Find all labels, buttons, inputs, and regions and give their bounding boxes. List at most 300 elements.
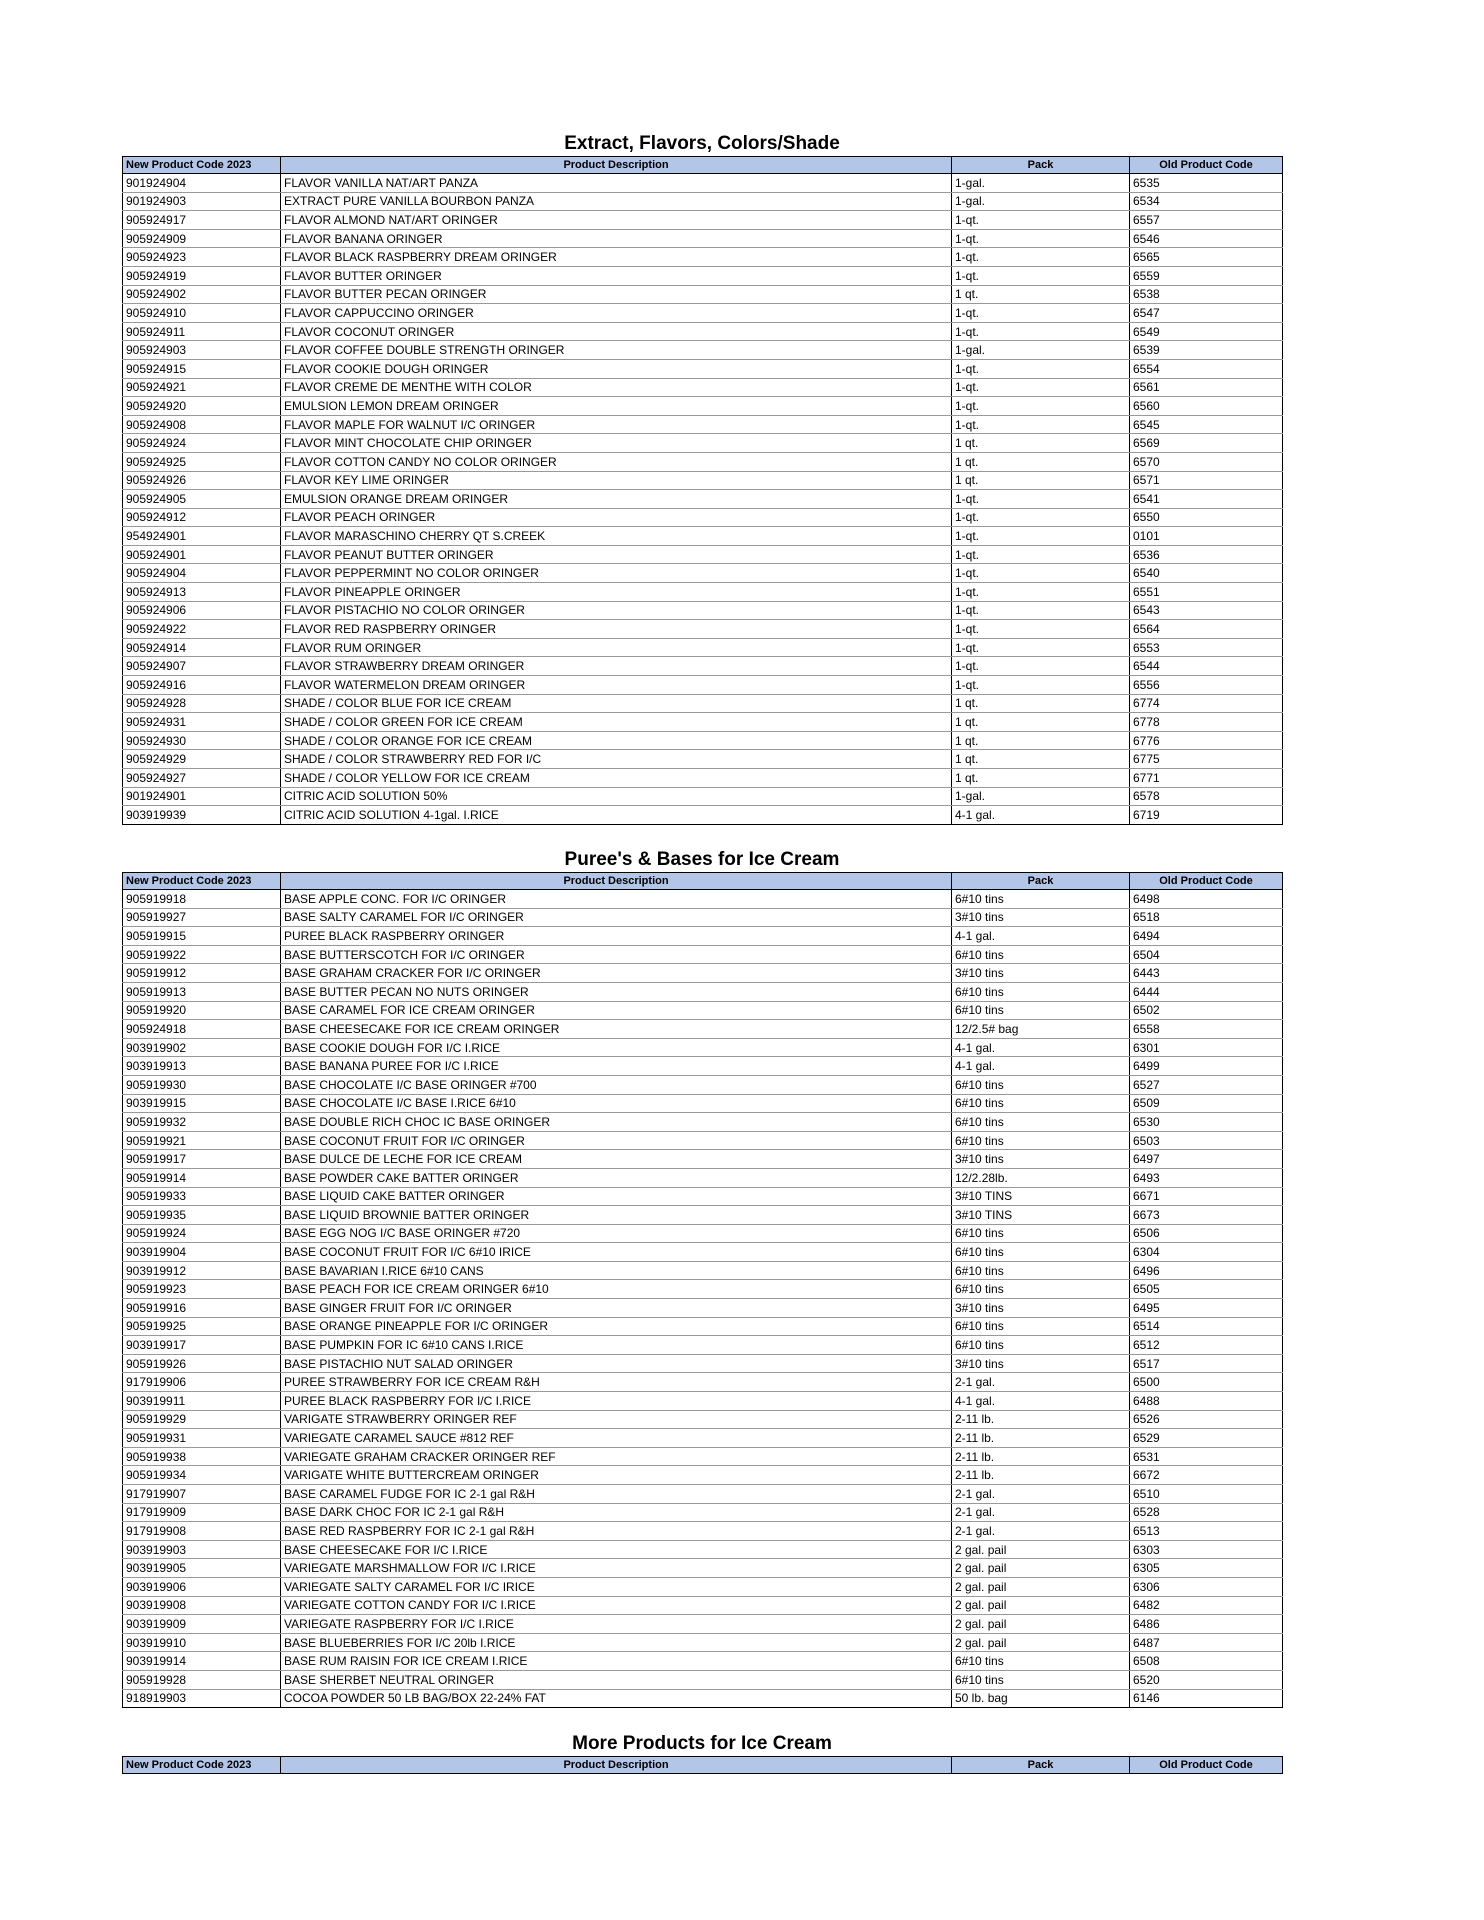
- table-row: [123, 527, 1283, 546]
- cell-pack: 1-qt.: [952, 601, 1130, 620]
- table-row: [123, 638, 1283, 657]
- table-row: [123, 1485, 1283, 1504]
- cell-new-code: 905924925: [123, 452, 281, 471]
- cell-description: VARIEGATE CARAMEL SAUCE #812 REF: [281, 1429, 952, 1448]
- cell-description: BASE CARAMEL FOR ICE CREAM ORINGER: [281, 1001, 952, 1020]
- cell-old-code: 6486: [1130, 1615, 1283, 1634]
- cell-new-code: 905924906: [123, 601, 281, 620]
- table-row: [123, 1020, 1283, 1039]
- cell-description: BASE APPLE CONC. FOR I/C ORINGER: [281, 890, 952, 909]
- cell-new-code: 905919915: [123, 927, 281, 946]
- table-row: [123, 1503, 1283, 1522]
- cell-pack: 12/2.5# bag: [952, 1020, 1130, 1039]
- cell-old-code: 6540: [1130, 564, 1283, 583]
- cell-description: VARIGATE STRAWBERRY ORINGER REF: [281, 1410, 952, 1429]
- cell-new-code: 903919906: [123, 1577, 281, 1596]
- cell-pack: 1 qt.: [952, 471, 1130, 490]
- cell-new-code: 903919915: [123, 1094, 281, 1113]
- table-row: [123, 248, 1283, 267]
- cell-old-code: 6500: [1130, 1373, 1283, 1392]
- cell-pack: 6#10 tins: [952, 1652, 1130, 1671]
- cell-description: BASE DARK CHOC FOR IC 2-1 gal R&H: [281, 1503, 952, 1522]
- cell-description: BASE SALTY CARAMEL FOR I/C ORINGER: [281, 908, 952, 927]
- cell-description: BASE BAVARIAN I.RICE 6#10 CANS: [281, 1261, 952, 1280]
- cell-pack: 4-1 gal.: [952, 1057, 1130, 1076]
- cell-description: FLAVOR RED RASPBERRY ORINGER: [281, 620, 952, 639]
- cell-old-code: 6541: [1130, 490, 1283, 509]
- table-row: [123, 1001, 1283, 1020]
- table-row: [123, 694, 1283, 713]
- table-row: [123, 1540, 1283, 1559]
- table-row: [123, 982, 1283, 1001]
- cell-old-code: 6520: [1130, 1670, 1283, 1689]
- cell-old-code: 6570: [1130, 452, 1283, 471]
- cell-old-code: 6508: [1130, 1652, 1283, 1671]
- table-row: [123, 1410, 1283, 1429]
- table-row: [123, 1373, 1283, 1392]
- table-row: [123, 1094, 1283, 1113]
- cell-description: PUREE STRAWBERRY FOR ICE CREAM R&H: [281, 1373, 952, 1392]
- cell-new-code: 905919914: [123, 1168, 281, 1187]
- cell-description: BASE COCONUT FRUIT FOR I/C ORINGER: [281, 1131, 952, 1150]
- cell-description: BASE CARAMEL FUDGE FOR IC 2-1 gal R&H: [281, 1485, 952, 1504]
- cell-old-code: 6482: [1130, 1596, 1283, 1615]
- table-row: [123, 1261, 1283, 1280]
- cell-new-code: 903919908: [123, 1596, 281, 1615]
- cell-new-code: 905919916: [123, 1299, 281, 1318]
- cell-new-code: 905919922: [123, 945, 281, 964]
- cell-description: CITRIC ACID SOLUTION 50%: [281, 787, 952, 806]
- cell-new-code: 905919935: [123, 1206, 281, 1225]
- cell-new-code: 903919902: [123, 1038, 281, 1057]
- cell-description: BASE DOUBLE RICH CHOC IC BASE ORINGER: [281, 1113, 952, 1132]
- cell-old-code: 6498: [1130, 890, 1283, 909]
- table-row: [123, 1336, 1283, 1355]
- cell-description: FLAVOR COFFEE DOUBLE STRENGTH ORINGER: [281, 341, 952, 360]
- cell-description: SHADE / COLOR BLUE FOR ICE CREAM: [281, 694, 952, 713]
- cell-new-code: 905924928: [123, 694, 281, 713]
- cell-description: CITRIC ACID SOLUTION 4-1gal. I.RICE: [281, 806, 952, 825]
- cell-pack: 2-11 lb.: [952, 1410, 1130, 1429]
- cell-old-code: 6510: [1130, 1485, 1283, 1504]
- cell-pack: 1-qt.: [952, 564, 1130, 583]
- cell-new-code: 905924917: [123, 211, 281, 230]
- cell-old-code: 6502: [1130, 1001, 1283, 1020]
- cell-pack: 3#10 tins: [952, 1150, 1130, 1169]
- cell-description: EXTRACT PURE VANILLA BOURBON PANZA: [281, 192, 952, 211]
- table-row: [123, 192, 1283, 211]
- cell-pack: 6#10 tins: [952, 1243, 1130, 1262]
- cell-new-code: 905924931: [123, 713, 281, 732]
- table-row: [123, 1447, 1283, 1466]
- cell-old-code: 6503: [1130, 1131, 1283, 1150]
- cell-pack: 6#10 tins: [952, 1094, 1130, 1113]
- section-title: Extract, Flavors, Colors/Shade: [564, 133, 840, 154]
- cell-new-code: 905919932: [123, 1113, 281, 1132]
- table-row: [123, 452, 1283, 471]
- cell-pack: 1-qt.: [952, 415, 1130, 434]
- cell-old-code: 6301: [1130, 1038, 1283, 1057]
- cell-old-code: 6306: [1130, 1577, 1283, 1596]
- header-new-code: New Product Code 2023: [123, 873, 281, 890]
- cell-pack: 2 gal. pail: [952, 1540, 1130, 1559]
- cell-description: FLAVOR CAPPUCCINO ORINGER: [281, 304, 952, 323]
- section-title: Puree's & Bases for Ice Cream: [564, 849, 840, 870]
- cell-old-code: 6512: [1130, 1336, 1283, 1355]
- cell-new-code: 905919931: [123, 1429, 281, 1448]
- header-old-code: Old Product Code: [1130, 1757, 1283, 1774]
- cell-old-code: 6487: [1130, 1633, 1283, 1652]
- cell-old-code: 6673: [1130, 1206, 1283, 1225]
- cell-new-code: 901924904: [123, 174, 281, 193]
- cell-new-code: 905924930: [123, 731, 281, 750]
- cell-old-code: 6495: [1130, 1299, 1283, 1318]
- cell-pack: 1-qt.: [952, 304, 1130, 323]
- table-row: [123, 174, 1283, 193]
- cell-new-code: 917919906: [123, 1373, 281, 1392]
- cell-description: BASE BUTTER PECAN NO NUTS ORINGER: [281, 982, 952, 1001]
- header-description: Product Description: [281, 873, 952, 890]
- cell-new-code: 917919907: [123, 1485, 281, 1504]
- cell-description: SHADE / COLOR GREEN FOR ICE CREAM: [281, 713, 952, 732]
- cell-pack: 4-1 gal.: [952, 1392, 1130, 1411]
- table-row: [123, 1392, 1283, 1411]
- cell-description: SHADE / COLOR YELLOW FOR ICE CREAM: [281, 769, 952, 788]
- table-row: [123, 229, 1283, 248]
- cell-new-code: 917919908: [123, 1522, 281, 1541]
- cell-pack: 1-qt.: [952, 620, 1130, 639]
- cell-description: EMULSION ORANGE DREAM ORINGER: [281, 490, 952, 509]
- cell-pack: 1 qt.: [952, 769, 1130, 788]
- cell-description: FLAVOR COOKIE DOUGH ORINGER: [281, 359, 952, 378]
- header-row: [123, 157, 1283, 174]
- cell-pack: 1-qt.: [952, 229, 1130, 248]
- cell-pack: 2 gal. pail: [952, 1559, 1130, 1578]
- cell-pack: 1 qt.: [952, 694, 1130, 713]
- cell-new-code: 903919905: [123, 1559, 281, 1578]
- product-table: [122, 872, 1283, 1708]
- cell-description: BASE CHOCOLATE I/C BASE ORINGER #700: [281, 1075, 952, 1094]
- cell-old-code: 6557: [1130, 211, 1283, 230]
- cell-old-code: 6504: [1130, 945, 1283, 964]
- section-title: More Products for Ice Cream: [572, 1733, 832, 1754]
- cell-old-code: 6554: [1130, 359, 1283, 378]
- cell-description: FLAVOR MINT CHOCOLATE CHIP ORINGER: [281, 434, 952, 453]
- cell-pack: 1 qt.: [952, 285, 1130, 304]
- cell-new-code: 905924922: [123, 620, 281, 639]
- cell-pack: 3#10 tins: [952, 1354, 1130, 1373]
- table-row: [123, 490, 1283, 509]
- cell-description: VARIGATE WHITE BUTTERCREAM ORINGER: [281, 1466, 952, 1485]
- cell-old-code: 6517: [1130, 1354, 1283, 1373]
- section-more-products: [122, 1732, 1282, 1774]
- cell-old-code: 6719: [1130, 806, 1283, 825]
- cell-description: BASE PUMPKIN FOR IC 6#10 CANS I.RICE: [281, 1336, 952, 1355]
- table-row: [123, 676, 1283, 695]
- cell-old-code: 6560: [1130, 397, 1283, 416]
- cell-new-code: 905919926: [123, 1354, 281, 1373]
- table-row: [123, 1559, 1283, 1578]
- cell-new-code: 905919921: [123, 1131, 281, 1150]
- cell-description: BASE COCONUT FRUIT FOR I/C 6#10 IRICE: [281, 1243, 952, 1262]
- cell-old-code: 6493: [1130, 1168, 1283, 1187]
- cell-new-code: 905919927: [123, 908, 281, 927]
- cell-new-code: 918919903: [123, 1689, 281, 1708]
- header-new-code: New Product Code 2023: [123, 1757, 281, 1774]
- cell-old-code: 6494: [1130, 927, 1283, 946]
- cell-description: BASE LIQUID CAKE BATTER ORINGER: [281, 1187, 952, 1206]
- header-description: Product Description: [281, 1757, 952, 1774]
- cell-old-code: 6305: [1130, 1559, 1283, 1578]
- cell-old-code: 6496: [1130, 1261, 1283, 1280]
- cell-description: BASE BANANA PUREE FOR I/C I.RICE: [281, 1057, 952, 1076]
- cell-description: PUREE BLACK RASPBERRY ORINGER: [281, 927, 952, 946]
- cell-new-code: 905924927: [123, 769, 281, 788]
- cell-pack: 1 qt.: [952, 452, 1130, 471]
- cell-new-code: 905919913: [123, 982, 281, 1001]
- header-old-code: Old Product Code: [1130, 157, 1283, 174]
- cell-new-code: 905924916: [123, 676, 281, 695]
- table-row: [123, 713, 1283, 732]
- cell-old-code: 6513: [1130, 1522, 1283, 1541]
- cell-pack: 2 gal. pail: [952, 1596, 1130, 1615]
- section-extracts-flavors: [122, 132, 1282, 825]
- cell-new-code: 954924901: [123, 527, 281, 546]
- cell-new-code: 905919938: [123, 1447, 281, 1466]
- cell-old-code: 6530: [1130, 1113, 1283, 1132]
- cell-description: EMULSION LEMON DREAM ORINGER: [281, 397, 952, 416]
- cell-old-code: 6569: [1130, 434, 1283, 453]
- cell-description: FLAVOR STRAWBERRY DREAM ORINGER: [281, 657, 952, 676]
- cell-description: BASE PISTACHIO NUT SALAD ORINGER: [281, 1354, 952, 1373]
- cell-pack: 2-11 lb.: [952, 1429, 1130, 1448]
- cell-old-code: 6550: [1130, 508, 1283, 527]
- cell-old-code: 6534: [1130, 192, 1283, 211]
- cell-pack: 1-qt.: [952, 397, 1130, 416]
- cell-old-code: 6578: [1130, 787, 1283, 806]
- table-row: [123, 564, 1283, 583]
- cell-old-code: 6776: [1130, 731, 1283, 750]
- table-row: [123, 769, 1283, 788]
- cell-pack: 1-qt.: [952, 583, 1130, 602]
- cell-new-code: 905924926: [123, 471, 281, 490]
- cell-pack: 1 qt.: [952, 731, 1130, 750]
- cell-new-code: 905924915: [123, 359, 281, 378]
- cell-new-code: 903919904: [123, 1243, 281, 1262]
- cell-description: FLAVOR CREME DE MENTHE WITH COLOR: [281, 378, 952, 397]
- table-row: [123, 964, 1283, 983]
- cell-description: BASE GINGER FRUIT FOR I/C ORINGER: [281, 1299, 952, 1318]
- table-row: [123, 908, 1283, 927]
- cell-pack: 3#10 TINS: [952, 1187, 1130, 1206]
- table-row: [123, 322, 1283, 341]
- cell-pack: 1-gal.: [952, 174, 1130, 193]
- header-row: [123, 1757, 1283, 1774]
- table-row: [123, 1689, 1283, 1708]
- cell-old-code: 6539: [1130, 341, 1283, 360]
- cell-description: BASE GRAHAM CRACKER FOR I/C ORINGER: [281, 964, 952, 983]
- cell-pack: 1-qt.: [952, 657, 1130, 676]
- table-row: [123, 1354, 1283, 1373]
- cell-description: FLAVOR BANANA ORINGER: [281, 229, 952, 248]
- cell-new-code: 901924901: [123, 787, 281, 806]
- cell-old-code: 6543: [1130, 601, 1283, 620]
- table-row: [123, 1038, 1283, 1057]
- cell-pack: 6#10 tins: [952, 1131, 1130, 1150]
- cell-new-code: 905919918: [123, 890, 281, 909]
- cell-pack: 6#10 tins: [952, 1336, 1130, 1355]
- cell-new-code: 905924909: [123, 229, 281, 248]
- cell-new-code: 905924902: [123, 285, 281, 304]
- table-row: [123, 378, 1283, 397]
- cell-new-code: 905924920: [123, 397, 281, 416]
- cell-old-code: 6526: [1130, 1410, 1283, 1429]
- cell-description: VARIEGATE COTTON CANDY FOR I/C I.RICE: [281, 1596, 952, 1615]
- cell-description: BASE CHOCOLATE I/C BASE I.RICE 6#10: [281, 1094, 952, 1113]
- cell-pack: 1-qt.: [952, 527, 1130, 546]
- cell-new-code: 905919920: [123, 1001, 281, 1020]
- cell-pack: 3#10 tins: [952, 908, 1130, 927]
- cell-description: BASE DULCE DE LECHE FOR ICE CREAM: [281, 1150, 952, 1169]
- cell-new-code: 905919934: [123, 1466, 281, 1485]
- table-row: [123, 1168, 1283, 1187]
- product-table: [122, 156, 1283, 825]
- cell-pack: 6#10 tins: [952, 1317, 1130, 1336]
- table-row: [123, 657, 1283, 676]
- cell-description: BASE ORANGE PINEAPPLE FOR I/C ORINGER: [281, 1317, 952, 1336]
- table-row: [123, 1633, 1283, 1652]
- cell-new-code: 905924901: [123, 545, 281, 564]
- cell-pack: 2 gal. pail: [952, 1577, 1130, 1596]
- table-row: [123, 434, 1283, 453]
- cell-description: FLAVOR RUM ORINGER: [281, 638, 952, 657]
- table-row: [123, 285, 1283, 304]
- cell-description: FLAVOR PEACH ORINGER: [281, 508, 952, 527]
- cell-old-code: 6549: [1130, 322, 1283, 341]
- cell-description: VARIEGATE MARSHMALLOW FOR I/C I.RICE: [281, 1559, 952, 1578]
- cell-new-code: 905924904: [123, 564, 281, 583]
- header-old-code: Old Product Code: [1130, 873, 1283, 890]
- cell-old-code: 6546: [1130, 229, 1283, 248]
- cell-pack: 4-1 gal.: [952, 927, 1130, 946]
- table-row: [123, 211, 1283, 230]
- cell-pack: 6#10 tins: [952, 982, 1130, 1001]
- table-row: [123, 1224, 1283, 1243]
- header-new-code: New Product Code 2023: [123, 157, 281, 174]
- cell-old-code: 6531: [1130, 1447, 1283, 1466]
- table-row: [123, 545, 1283, 564]
- cell-old-code: 6535: [1130, 174, 1283, 193]
- cell-old-code: 6778: [1130, 713, 1283, 732]
- cell-old-code: 6444: [1130, 982, 1283, 1001]
- cell-description: FLAVOR COTTON CANDY NO COLOR ORINGER: [281, 452, 952, 471]
- cell-pack: 1-qt.: [952, 248, 1130, 267]
- table-row: [123, 1131, 1283, 1150]
- cell-old-code: 6518: [1130, 908, 1283, 927]
- cell-old-code: 6553: [1130, 638, 1283, 657]
- cell-new-code: 917919909: [123, 1503, 281, 1522]
- cell-pack: 1-gal.: [952, 192, 1130, 211]
- cell-old-code: 6536: [1130, 545, 1283, 564]
- table-row: [123, 945, 1283, 964]
- table-row: [123, 1150, 1283, 1169]
- cell-pack: 1 qt.: [952, 713, 1130, 732]
- cell-pack: 6#10 tins: [952, 1224, 1130, 1243]
- cell-pack: 6#10 tins: [952, 1075, 1130, 1094]
- cell-new-code: 905924912: [123, 508, 281, 527]
- cell-pack: 1-qt.: [952, 490, 1130, 509]
- cell-old-code: 6564: [1130, 620, 1283, 639]
- cell-pack: 1-qt.: [952, 211, 1130, 230]
- cell-pack: 1-qt.: [952, 676, 1130, 695]
- table-row: [123, 1670, 1283, 1689]
- table-row: [123, 1187, 1283, 1206]
- cell-new-code: 905919929: [123, 1410, 281, 1429]
- table-row: [123, 397, 1283, 416]
- cell-old-code: 6538: [1130, 285, 1283, 304]
- cell-old-code: 6443: [1130, 964, 1283, 983]
- cell-pack: 6#10 tins: [952, 945, 1130, 964]
- cell-old-code: 6303: [1130, 1540, 1283, 1559]
- table-row: [123, 1299, 1283, 1318]
- cell-pack: 50 lb. bag: [952, 1689, 1130, 1708]
- table-row: [123, 787, 1283, 806]
- table-row: [123, 927, 1283, 946]
- section-purees-bases: [122, 848, 1282, 1708]
- cell-new-code: 905924913: [123, 583, 281, 602]
- cell-new-code: 905924919: [123, 266, 281, 285]
- cell-old-code: 6505: [1130, 1280, 1283, 1299]
- cell-new-code: 903919909: [123, 1615, 281, 1634]
- cell-description: BASE RUM RAISIN FOR ICE CREAM I.RICE: [281, 1652, 952, 1671]
- cell-pack: 1-qt.: [952, 508, 1130, 527]
- cell-pack: 1 qt.: [952, 434, 1130, 453]
- cell-old-code: 6509: [1130, 1094, 1283, 1113]
- cell-new-code: 905924911: [123, 322, 281, 341]
- cell-new-code: 903919914: [123, 1652, 281, 1671]
- cell-new-code: 903919911: [123, 1392, 281, 1411]
- cell-pack: 1-qt.: [952, 322, 1130, 341]
- cell-new-code: 905919924: [123, 1224, 281, 1243]
- cell-description: FLAVOR VANILLA NAT/ART PANZA: [281, 174, 952, 193]
- cell-old-code: 6146: [1130, 1689, 1283, 1708]
- cell-pack: 2-1 gal.: [952, 1485, 1130, 1504]
- table-row: [123, 1206, 1283, 1225]
- cell-pack: 2-11 lb.: [952, 1466, 1130, 1485]
- table-row: [123, 731, 1283, 750]
- cell-old-code: 6527: [1130, 1075, 1283, 1094]
- cell-description: VARIEGATE RASPBERRY FOR I/C I.RICE: [281, 1615, 952, 1634]
- table-row: [123, 601, 1283, 620]
- cell-description: FLAVOR MAPLE FOR WALNUT I/C ORINGER: [281, 415, 952, 434]
- table-row: [123, 750, 1283, 769]
- table-row: [123, 415, 1283, 434]
- cell-new-code: 905924914: [123, 638, 281, 657]
- cell-old-code: 6672: [1130, 1466, 1283, 1485]
- cell-new-code: 905919933: [123, 1187, 281, 1206]
- table-row: [123, 304, 1283, 323]
- cell-old-code: 6561: [1130, 378, 1283, 397]
- cell-description: FLAVOR BUTTER ORINGER: [281, 266, 952, 285]
- cell-pack: 6#10 tins: [952, 1001, 1130, 1020]
- cell-pack: 2-1 gal.: [952, 1503, 1130, 1522]
- cell-description: BASE CHEESECAKE FOR I/C I.RICE: [281, 1540, 952, 1559]
- cell-description: VARIEGATE SALTY CARAMEL FOR I/C IRICE: [281, 1577, 952, 1596]
- cell-old-code: 6547: [1130, 304, 1283, 323]
- table-row: [123, 341, 1283, 360]
- product-table: [122, 1756, 1283, 1774]
- table-row: [123, 1466, 1283, 1485]
